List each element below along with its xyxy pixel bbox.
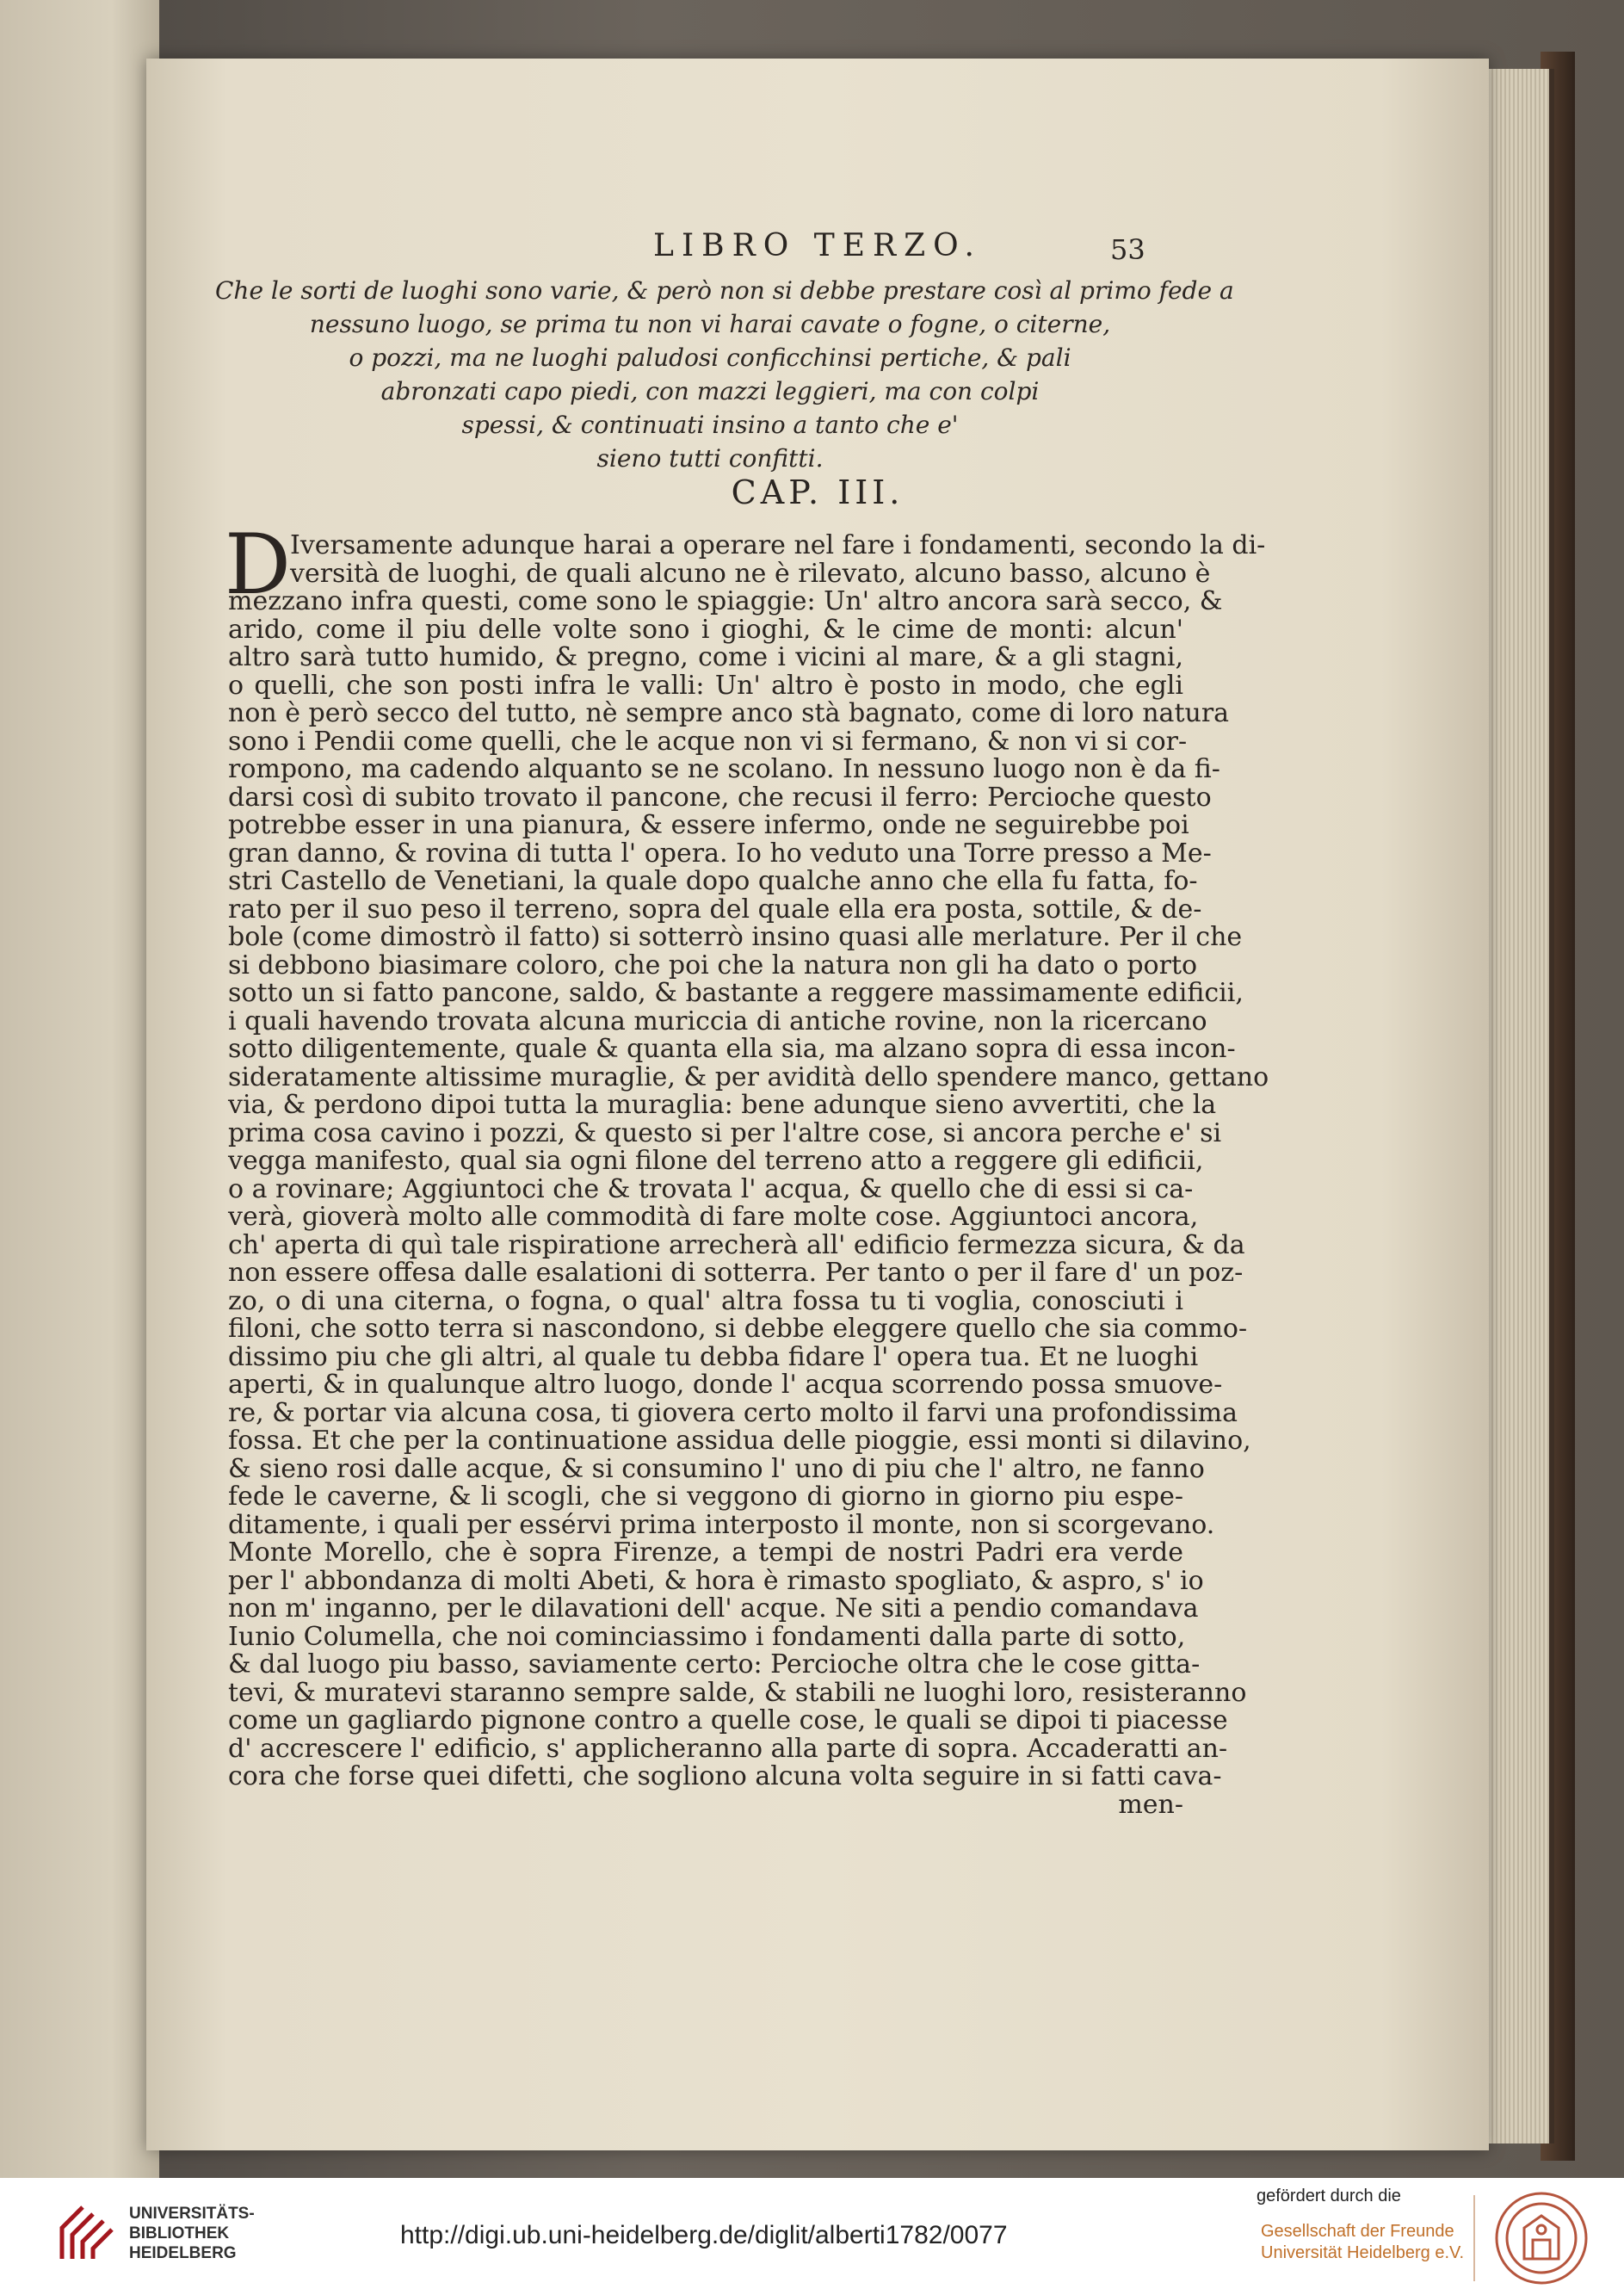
drop-cap: D: [225, 517, 291, 613]
body-line: aperti, & in qualunque altro luogo, donde l' acqua scorrendo possa smuove-: [228, 1370, 1223, 1400]
body-line: via, & perdono dipoi tutta la muraglia: bene adunque sieno avvertiti, che la: [228, 1090, 1217, 1120]
body-line: non m' inganno, per le dilavationi dell' acque. Ne siti a pendio comandava: [228, 1593, 1199, 1624]
body-line: i quali havendo trovata alcuna muriccia di antiche rovine, non la ricercano: [228, 1005, 1207, 1036]
body-line: versità de luoghi, de quali alcuno ne è rilevato, alcuno basso, alcuno è: [290, 558, 1211, 589]
body-line: ditamente, i quali per essérvi prima interposto il monte, non si scorgevano.: [228, 1509, 1215, 1540]
body-line: darsi così di subito trovato il pancone, che recusi il ferro: Percioche questo: [228, 782, 1212, 813]
body-line: prima cosa cavino i pozzi, & questo si per l'altre cose, si ancora perche e' si: [228, 1117, 1222, 1148]
body-line: Monte Morello, che è sopra Firenze, a tempi de nostri Padri era verde: [228, 1537, 1183, 1568]
body-line: altro sarà tutto humido, & pregno, come i vicini al mare, & a gli stagni,: [228, 642, 1183, 672]
body-line: d' accrescere l' edificio, s' applicheranno alla parte di sopra. Accaderatti an-: [228, 1733, 1228, 1764]
body-line: si debbono biasimare coloro, che poi che la natura non gli ha dato o porto: [228, 950, 1198, 980]
summary-line: spessi, & continuati insino a tanto che e': [461, 411, 959, 439]
body-line: re, & portar via alcuna cosa, ti giovera certo molto il farvi una profondissima: [228, 1397, 1238, 1428]
body-line: verà, gioverà molto alle commodità di fare molte cose. Aggiuntoci ancora,: [228, 1202, 1199, 1232]
facing-page-edge: [0, 0, 159, 2178]
sponsor-label: gefördert durch die: [1257, 2187, 1401, 2205]
body-line: come un gagliardo pignone contro a quelle cose, le quali se dipoi ti piacesse: [228, 1705, 1228, 1735]
body-line: fede le caverne, & li scogli, che si veggono di giorno in giorno piu espe-: [228, 1482, 1183, 1512]
body-line: rompono, ma cadendo alquanto se ne scolano. In nessuno luogo non è da fi-: [228, 754, 1220, 784]
body-line: sotto diligentemente, quale & quanta ella sia, ma alzano sopra di essa incon-: [228, 1034, 1236, 1064]
university-library-logo-icon: [57, 2202, 117, 2264]
footer-bar: [0, 2178, 1624, 2295]
body-line: cora che forse quei difetti, che sogliono alcuna volta seguire in si fatti cava-: [228, 1761, 1222, 1791]
body-line: sono i Pendii come quelli, che le acque non vi si fermano, & non vi si cor-: [228, 726, 1188, 757]
page-stack-edge: [1489, 69, 1554, 2143]
body-line: o a rovinare; Aggiuntoci che & trovata l' acqua, & quello che di essi si ca-: [228, 1173, 1194, 1204]
summary-line: nessuno luogo, se prima tu non vi harai cavate o fogne, o citerne,: [309, 310, 1111, 338]
body-line: & dal luogo piu basso, saviamente certo: Percioche oltra che le cose gitta-: [228, 1649, 1201, 1679]
body-line: per l' abbondanza di molti Abeti, & hora è rimasto spogliato, & aspro, s' io: [228, 1565, 1204, 1596]
body-line: stri Castello de Venetiani, la quale dopo qualche anno che ella fu fatta, fo-: [228, 866, 1198, 896]
body-line: & sieno rosi dalle acque, & si consumino l' uno di piu che l' altro, ne fanno: [228, 1453, 1205, 1484]
body-line: potrebbe esser in una pianura, & essere infermo, onde ne seguirebbe poi: [228, 810, 1189, 840]
body-line: zo, o di una citerna, o fogna, o qual' altra fossa tu ti voglia, conosciuti i: [228, 1285, 1183, 1316]
body-line: Iversamente adunque harai a operare nel fare i fondamenti, secondo la di-: [290, 530, 1266, 560]
university-seal-icon: [1493, 2190, 1590, 2286]
body-text: [225, 517, 1269, 1820]
page-header: [146, 228, 1489, 280]
body-line: sotto un si fatto pancone, saldo, & bastante a reggere massimamente edificii,: [228, 978, 1244, 1008]
body-line: arido, come il piu delle volte sono i gioghi, & le cime de monti: alcun': [228, 614, 1183, 645]
body-line: tevi, & muratevi staranno sempre salde, & stabili ne luoghi loro, resisteranno: [228, 1677, 1247, 1708]
running-title: LIBRO TERZO.: [653, 228, 982, 263]
body-line: vegga manifesto, qual sia ogni filone del terreno atto a reggere gli edificii,: [228, 1146, 1204, 1176]
footer-divider: [1473, 2195, 1475, 2281]
summary-line: sieno tutti confitti.: [596, 444, 824, 473]
body-line: sideratamente altissime muraglie, & per avidità dello spendere manco, gettano: [228, 1061, 1269, 1092]
catchword: men-: [1118, 1789, 1183, 1820]
body-line: filoni, che sotto terra si nascondono, si debbe eleggere quello che sia commo-: [228, 1314, 1248, 1344]
body-line: Iunio Columella, che noi cominciassimo i fondamenti dalla parte di sotto,: [228, 1621, 1186, 1652]
body-line: mezzano infra questi, come sono le spiaggie: Un' altro ancora sarà secco, &: [228, 586, 1223, 616]
body-line: non è però secco del tutto, nè sempre anco stà bagnato, come di loro natura: [228, 698, 1230, 728]
library-name: UNIVERSITÄTS- BIBLIOTHEK HEIDELBERG: [129, 2205, 255, 2262]
body-line: o quelli, che son posti infra le valli: Un' altro è posto in modo, che egli: [228, 670, 1183, 701]
page-number: 53: [1110, 233, 1145, 266]
body-line: non essere offesa dalle esalationi di sotterra. Per tanto o per il fare d' un poz-: [228, 1258, 1244, 1288]
body-line: gran danno, & rovina di tutta l' opera. Io ho veduto una Torre presso a Me-: [228, 838, 1212, 869]
body-lines: [228, 530, 1269, 1791]
body-line: fossa. Et che per la continuatione assidua delle pioggie, essi monti si dilavino,: [228, 1426, 1251, 1456]
body-line: dissimo piu che gli altri, al quale tu debba fidare l' opera tua. Et ne luoghi: [228, 1341, 1199, 1372]
summary-line: o pozzi, ma ne luoghi paludosi conficchinsi pertiche, & pali: [349, 343, 1071, 372]
body-line: ch' aperta di quì tale rispiratione arrecherà all' edificio fermezza sicura, & da: [228, 1229, 1245, 1260]
summary-line: Che le sorti de luoghi sono varie, & però non si debbe prestare così al primo fede a: [215, 276, 1234, 305]
chapter-summary: [215, 274, 1234, 475]
sponsor-name: Gesellschaft der Freunde Universität Heidelberg e.V.: [1261, 2222, 1465, 2262]
permalink-url[interactable]: http://digi.ub.uni-heidelberg.de/diglit/alberti1782/0077: [400, 2221, 1008, 2249]
body-line: bole (come dimostrò il fatto) si sotterrò insino quasi alle merlature. Per il che: [228, 922, 1243, 952]
chapter-heading: CAP. III.: [731, 473, 905, 511]
body-line: rato per il suo peso il terreno, sopra del quale ella era posta, sottile, & de-: [228, 894, 1202, 925]
summary-line: abronzati capo piedi, con mazzi leggieri, ma con colpi: [380, 377, 1040, 405]
